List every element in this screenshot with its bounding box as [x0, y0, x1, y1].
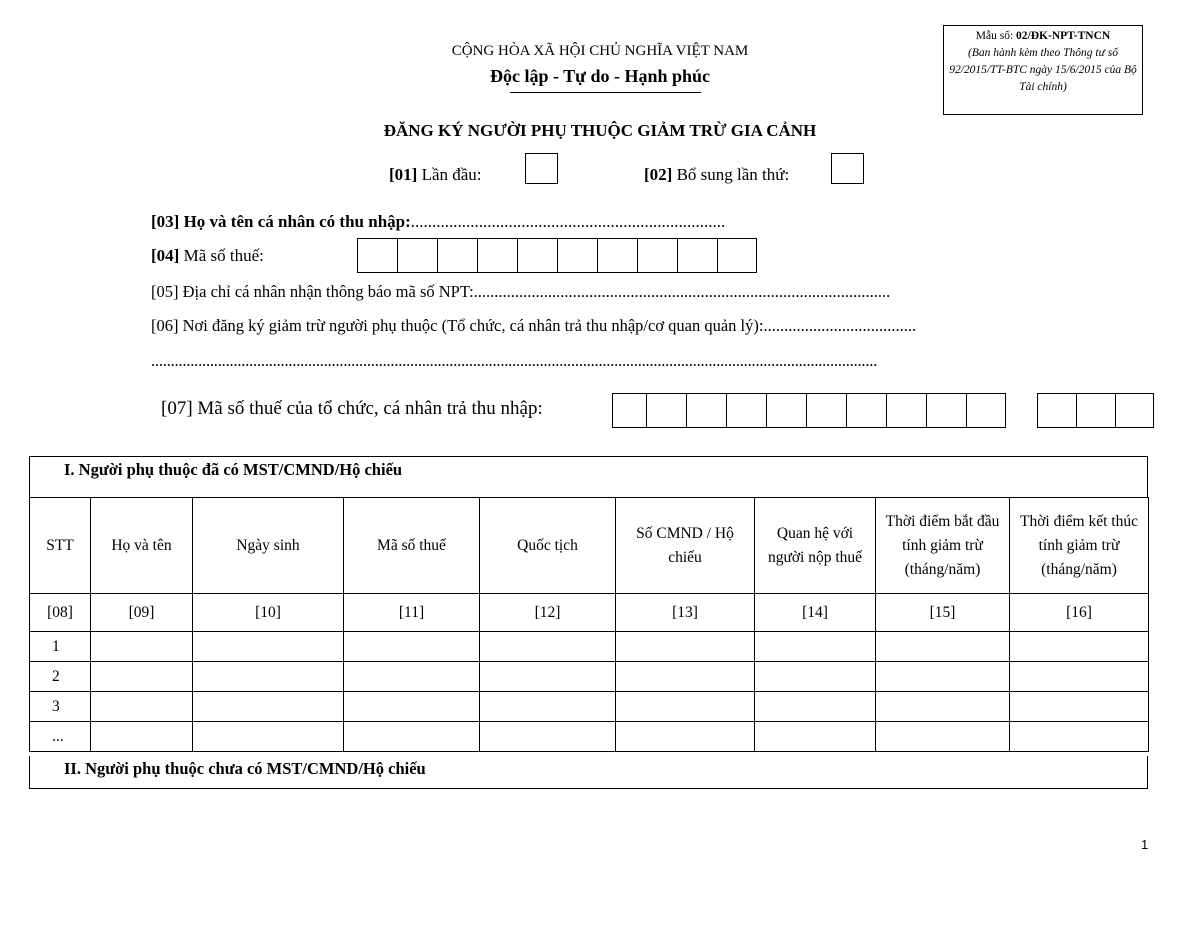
table-cell[interactable] — [344, 662, 480, 692]
row-number: 3 — [30, 692, 91, 722]
col-header: Mã số thuế — [344, 498, 480, 594]
table-cell[interactable] — [91, 632, 193, 662]
col-code: [11] — [344, 594, 480, 632]
table-cell[interactable] — [1010, 632, 1149, 662]
taxpayer-name-field[interactable] — [151, 211, 725, 233]
tin-digit-box[interactable] — [397, 238, 437, 273]
table-row — [30, 692, 1149, 722]
payer-tin-digit-box[interactable] — [726, 393, 766, 428]
form-title: ĐĂNG KÝ NGƯỜI PHỤ THUỘC GIẢM TRỪ GIA CẢNH — [383, 121, 817, 140]
table-cell[interactable] — [755, 632, 876, 662]
table-cell[interactable] — [755, 692, 876, 722]
col-code: [12] — [480, 594, 616, 632]
form-code-note: (Ban hành kèm theo Thông tư số 92/2015/TT-BTC ngày 15/6/2015 của Bộ Tài chính) — [949, 47, 1137, 93]
payer-tin-boxes[interactable] — [612, 393, 1006, 428]
tin-digit-box[interactable] — [637, 238, 677, 273]
tin-digit-box[interactable] — [717, 238, 757, 273]
supplement-text: Bổ sung lần thứ: — [672, 165, 790, 184]
payer-tin-digit-box[interactable] — [846, 393, 886, 428]
payer-tin-digit-box[interactable] — [766, 393, 806, 428]
table-cell[interactable] — [755, 722, 876, 752]
first-time-text: Lần đầu: — [417, 165, 482, 184]
col-header: Quan hệ với người nộp thuế — [755, 498, 876, 594]
table-cell[interactable] — [616, 662, 755, 692]
col-code: [15] — [876, 594, 1010, 632]
col-code: [09] — [91, 594, 193, 632]
payer-tin-digit-box[interactable] — [926, 393, 966, 428]
table-cell[interactable] — [344, 632, 480, 662]
row-number: 2 — [30, 662, 91, 692]
tin-digit-box[interactable] — [477, 238, 517, 273]
page-number: 1 — [1141, 837, 1149, 852]
table-cell[interactable] — [91, 722, 193, 752]
payer-tin-digit-box[interactable] — [966, 393, 1006, 428]
taxpayer-tin-boxes[interactable] — [357, 238, 757, 273]
table-cell[interactable] — [1010, 692, 1149, 722]
col-code: [13] — [616, 594, 755, 632]
table-row — [30, 662, 1149, 692]
tin-digit-box[interactable] — [677, 238, 717, 273]
notice-address-field[interactable]: [05] Địa chỉ cá nhân nhận thông báo mã số NPT:..................................................................................................... — [151, 282, 891, 301]
payer-branch-boxes[interactable] — [1037, 393, 1154, 428]
branch-digit-box[interactable] — [1076, 393, 1115, 428]
table-cell[interactable] — [876, 722, 1010, 752]
supplement-number-box[interactable] — [831, 153, 864, 184]
first-time-label — [389, 164, 482, 186]
table-cell[interactable] — [616, 692, 755, 722]
table-cell[interactable] — [480, 692, 616, 722]
tin-digit-box[interactable] — [357, 238, 397, 273]
col-code: [08] — [30, 594, 91, 632]
branch-digit-box[interactable] — [1037, 393, 1076, 428]
motto-underline — [510, 92, 701, 93]
col-header: STT — [30, 498, 91, 594]
table-cell[interactable] — [480, 632, 616, 662]
section-2-header — [29, 756, 1148, 789]
table-row — [30, 632, 1149, 662]
form-code-label: Mẫu số: — [975, 30, 1017, 42]
table-cell[interactable] — [91, 692, 193, 722]
table-cell[interactable] — [876, 632, 1010, 662]
col-header: Họ và tên — [91, 498, 193, 594]
table-cell[interactable] — [193, 662, 344, 692]
taxpayer-name-dots: .......................................................................... — [410, 212, 726, 231]
col-code: [14] — [755, 594, 876, 632]
payer-tin-digit-box[interactable] — [686, 393, 726, 428]
tin-digit-box[interactable] — [437, 238, 477, 273]
table-cell[interactable] — [1010, 662, 1149, 692]
row-number: 1 — [30, 632, 91, 662]
table-cell[interactable] — [193, 632, 344, 662]
table-cell[interactable] — [616, 632, 755, 662]
taxpayer-tin-text: Mã số thuế: — [179, 246, 264, 265]
dependents-table — [29, 497, 1149, 752]
table-header-row — [30, 498, 1149, 594]
tin-digit-box[interactable] — [557, 238, 597, 273]
row-number: ... — [30, 722, 91, 752]
table-row — [30, 722, 1149, 752]
table-cell[interactable] — [480, 722, 616, 752]
national-motto: Độc lập - Tự do - Hạnh phúc — [489, 66, 711, 86]
section-1-title: I. Người phụ thuộc đã có MST/CMND/Hộ chiếu — [64, 460, 403, 479]
table-cell[interactable] — [193, 692, 344, 722]
col-code: [16] — [1010, 594, 1149, 632]
first-time-checkbox[interactable] — [525, 153, 558, 184]
col-header: Thời điểm kết thúc tính giảm trừ (tháng/năm) — [1010, 498, 1149, 594]
payer-tin-digit-box[interactable] — [886, 393, 926, 428]
form-code: 02/ĐK-NPT-TNCN — [1016, 30, 1111, 42]
table-cell[interactable] — [755, 662, 876, 692]
col-header: Ngày sinh — [193, 498, 344, 594]
table-cell[interactable] — [616, 722, 755, 752]
table-cell[interactable] — [91, 662, 193, 692]
taxpayer-name-label: Họ và tên cá nhân có thu nhập: — [179, 212, 411, 231]
payer-tin-digit-box[interactable] — [646, 393, 686, 428]
country-name: CỘNG HÒA XÃ HỘI CHỦ NGHĨA VIỆT NAM — [451, 43, 749, 59]
col-header: Quốc tịch — [480, 498, 616, 594]
col-code: [10] — [193, 594, 344, 632]
table-cell[interactable] — [480, 662, 616, 692]
table-cell[interactable] — [1010, 722, 1149, 752]
column-code-row — [30, 594, 1149, 632]
payer-tin-label: [07] Mã số thuế của tổ chức, cá nhân trả thu nhập: — [161, 398, 543, 419]
supplement-label — [644, 164, 789, 186]
col-header: Số CMND / Hộ chiếu — [616, 498, 755, 594]
supplement-code: [02] — [644, 165, 673, 184]
taxpayer-name-code: [03] — [151, 212, 180, 231]
first-time-code: [01] — [389, 165, 418, 184]
table-cell[interactable] — [344, 692, 480, 722]
table-cell[interactable] — [344, 722, 480, 752]
form-code-box — [943, 25, 1143, 115]
branch-digit-box[interactable] — [1115, 393, 1154, 428]
section-2-title: II. Người phụ thuộc chưa có MST/CMND/Hộ chiếu — [64, 759, 426, 778]
taxpayer-tin-label — [151, 245, 264, 267]
col-header: Thời điểm bắt đầu tính giảm trừ (tháng/năm) — [876, 498, 1010, 594]
tin-digit-box[interactable] — [517, 238, 557, 273]
section-1-header — [29, 456, 1148, 498]
table-cell[interactable] — [876, 692, 1010, 722]
payer-tin-digit-box[interactable] — [612, 393, 646, 428]
table-cell[interactable] — [876, 662, 1010, 692]
registration-place-dots: ......................................................................................................................................................................................... — [151, 351, 878, 370]
registration-place-field[interactable]: [06] Nơi đăng ký giảm trừ người phụ thuộc (Tổ chức, cá nhân trả thu nhập/cơ quan quản lý):..................................... — [151, 316, 917, 335]
tin-digit-box[interactable] — [597, 238, 637, 273]
payer-tin-digit-box[interactable] — [806, 393, 846, 428]
table-cell[interactable] — [193, 722, 344, 752]
taxpayer-tin-code: [04] — [151, 246, 180, 265]
